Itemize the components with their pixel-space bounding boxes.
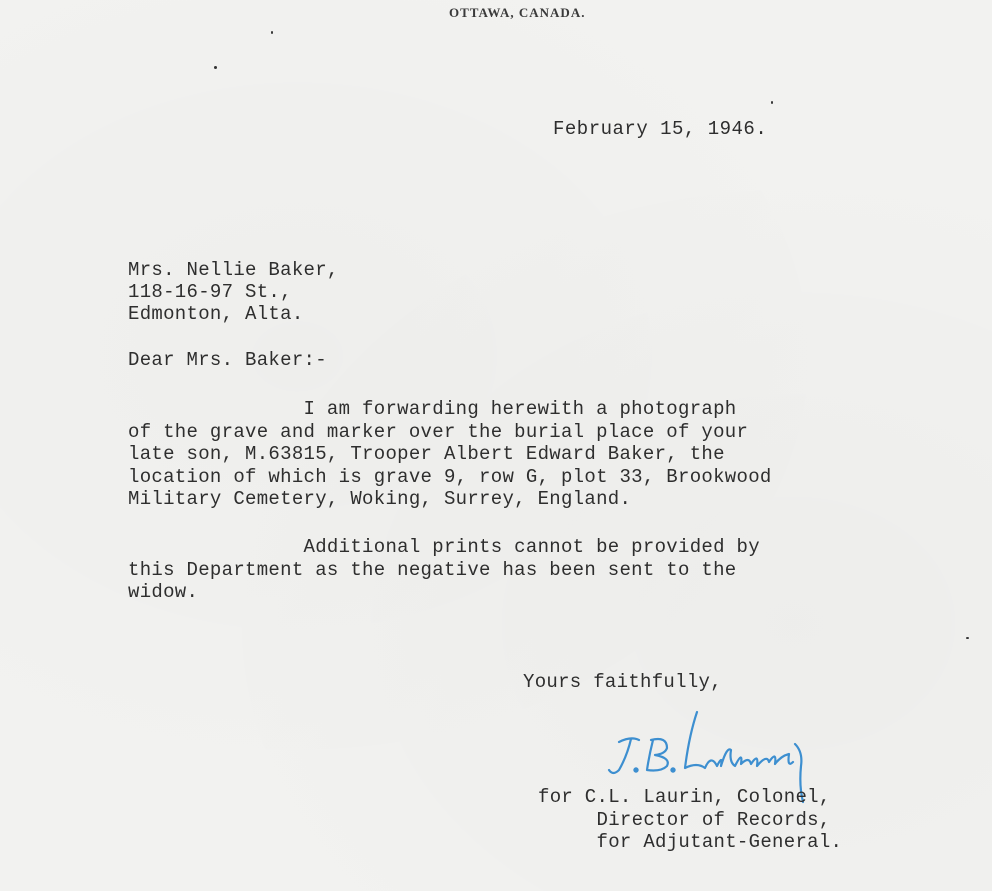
address-line: Mrs. Nellie Baker, [128, 259, 339, 281]
salutation: Dear Mrs. Baker:- [128, 349, 327, 371]
signature-line: for Adjutant-General. [538, 831, 843, 853]
body-line: I am forwarding herewith a photograph [128, 398, 737, 420]
body-line: Additional prints cannot be provided by [128, 536, 760, 558]
body-line: Military Cemetery, Woking, Surrey, England. [128, 488, 632, 510]
body-paragraph-2 [128, 536, 760, 604]
closing: Yours faithfully, [523, 671, 722, 693]
body-line: widow. [128, 581, 199, 603]
body-line: late son, M.63815, Trooper Albert Edward Baker, the [128, 443, 725, 465]
ink-speck [214, 66, 217, 69]
signature-line: for C.L. Laurin, Colonel, [538, 786, 831, 808]
letter-date: February 15, 1946. [553, 118, 768, 140]
ink-speck [966, 637, 969, 639]
address-line: 118-16-97 St., [128, 281, 292, 303]
signature-line: Director of Records, [538, 808, 831, 831]
recipient-address [128, 259, 339, 325]
letterhead-location: OTTAWA, CANADA. [449, 5, 586, 20]
address-line: Edmonton, Alta. [128, 303, 304, 325]
ink-speck [271, 31, 273, 34]
body-line: this Department as the negative has been sent to the [128, 558, 737, 581]
body-line: location of which is grave 9, row G, plot 33, Brookwood [128, 465, 772, 488]
signature-block [538, 786, 842, 854]
body-line: of the grave and marker over the burial place of your [128, 420, 749, 443]
body-paragraph-1 [128, 398, 772, 511]
ink-speck [771, 101, 773, 104]
